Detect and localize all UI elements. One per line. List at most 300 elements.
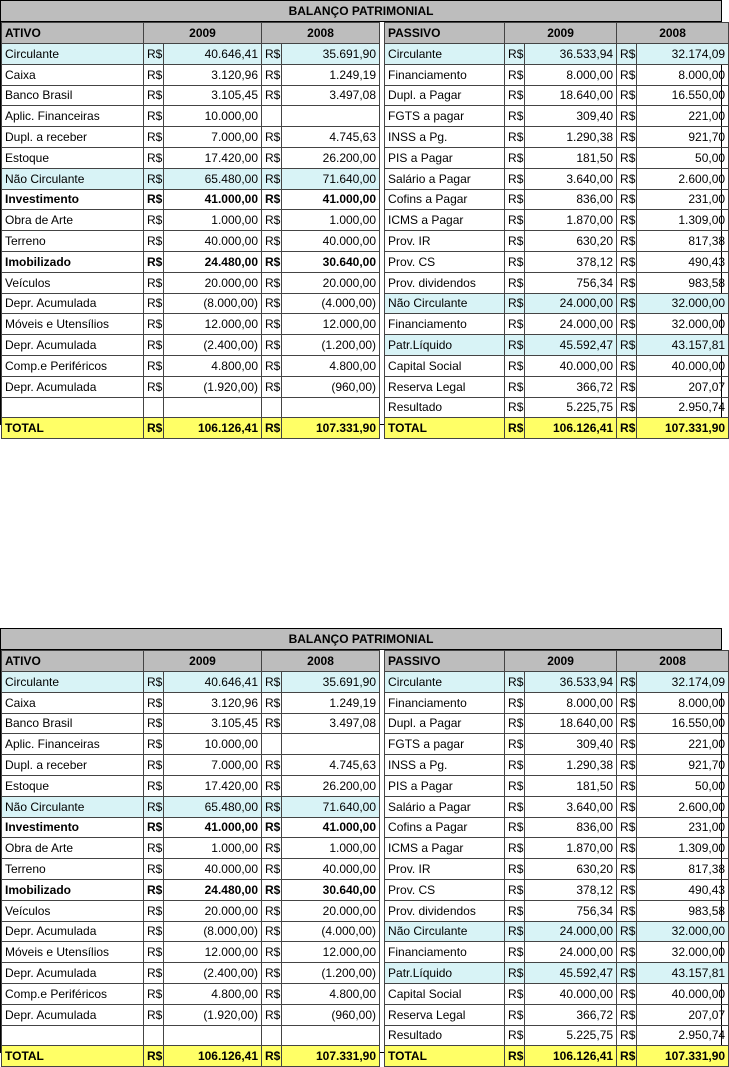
value-2009: 1.000,00 — [164, 838, 262, 859]
value-2009: 24.000,00 — [525, 921, 617, 942]
value-2009: 5.225,75 — [525, 1025, 617, 1046]
currency-symbol: R$ — [262, 147, 282, 168]
table-row — [385, 942, 729, 963]
value-2009: 3.640,00 — [525, 168, 617, 189]
value-2008: 2.950,74 — [637, 397, 729, 418]
table-row — [385, 293, 729, 314]
currency-symbol: R$ — [505, 314, 525, 335]
row-label: Prov. CS — [385, 879, 505, 900]
value-2009: 756,34 — [525, 272, 617, 293]
passivo-table — [384, 22, 729, 439]
row-label: Depr. Acumulada — [2, 1004, 144, 1025]
value-2008: 817,38 — [637, 231, 729, 252]
currency-symbol: R$ — [617, 692, 637, 713]
currency-symbol: R$ — [617, 775, 637, 796]
row-label: Depr. Acumulada — [2, 293, 144, 314]
passivo-header-row — [385, 651, 729, 672]
table-row — [385, 692, 729, 713]
value-2009: (2.400,00) — [164, 963, 262, 984]
table-row — [385, 734, 729, 755]
value-2009: 40.646,41 — [164, 44, 262, 65]
table-row — [2, 272, 380, 293]
currency-symbol: R$ — [617, 44, 637, 65]
table-row — [2, 775, 380, 796]
currency-symbol: R$ — [262, 692, 282, 713]
table-row — [385, 921, 729, 942]
year-2009-header: 2009 — [144, 23, 262, 44]
table-row — [2, 1004, 380, 1025]
value-2009: (2.400,00) — [164, 335, 262, 356]
currency-symbol: R$ — [505, 859, 525, 880]
value-2009: 20.000,00 — [164, 900, 262, 921]
value-2009: 36.533,94 — [525, 44, 617, 65]
balance-sheet-bottom — [0, 628, 726, 1064]
currency-symbol: R$ — [144, 314, 164, 335]
value-2008: 32.000,00 — [637, 942, 729, 963]
value-2009: (8.000,00) — [164, 921, 262, 942]
value-2009: 24.480,00 — [164, 251, 262, 272]
row-label: ICMS a Pagar — [385, 210, 505, 231]
currency-symbol: R$ — [144, 168, 164, 189]
value-2009: 7.000,00 — [164, 755, 262, 776]
currency-symbol: R$ — [262, 64, 282, 85]
value-2009: 40.000,00 — [164, 231, 262, 252]
row-label: Caixa — [2, 692, 144, 713]
value-2008: (960,00) — [282, 376, 380, 397]
row-label: Banco Brasil — [2, 713, 144, 734]
table-row — [2, 734, 380, 755]
currency-symbol: R$ — [505, 418, 525, 439]
currency-symbol: R$ — [144, 64, 164, 85]
row-label: FGTS a pagar — [385, 106, 505, 127]
table-row — [2, 1025, 380, 1046]
currency-symbol: R$ — [144, 963, 164, 984]
row-label: Obra de Arte — [2, 210, 144, 231]
value-2008: (1.200,00) — [282, 335, 380, 356]
table-row — [385, 106, 729, 127]
row-label: Aplic. Financeiras — [2, 734, 144, 755]
currency-symbol: R$ — [617, 817, 637, 838]
currency-symbol: R$ — [617, 314, 637, 335]
table-row — [385, 1025, 729, 1046]
row-label: Circulante — [385, 44, 505, 65]
value-2008: 12.000,00 — [282, 942, 380, 963]
table-row — [385, 272, 729, 293]
currency-symbol: R$ — [505, 127, 525, 148]
total-2008: 107.331,90 — [282, 418, 380, 439]
row-label: Comp.e Periféricos — [2, 355, 144, 376]
table-row — [385, 817, 729, 838]
table-row — [385, 796, 729, 817]
currency-symbol: R$ — [617, 189, 637, 210]
value-2008: 32.000,00 — [637, 314, 729, 335]
currency-symbol: R$ — [144, 672, 164, 693]
currency-symbol: R$ — [617, 147, 637, 168]
value-2009: (1.920,00) — [164, 1004, 262, 1025]
table-row — [2, 879, 380, 900]
row-label: Terreno — [2, 231, 144, 252]
currency-symbol: R$ — [617, 1004, 637, 1025]
value-2008: 32.000,00 — [637, 293, 729, 314]
ativo-table — [1, 650, 380, 1067]
currency-symbol: R$ — [617, 900, 637, 921]
empty-cell — [2, 397, 144, 418]
value-2009: (8.000,00) — [164, 293, 262, 314]
currency-symbol: R$ — [144, 983, 164, 1004]
value-2009: 836,00 — [525, 189, 617, 210]
total-label: TOTAL — [2, 418, 144, 439]
currency-symbol: R$ — [505, 775, 525, 796]
year-2009-header: 2009 — [505, 23, 617, 44]
currency-symbol: R$ — [262, 127, 282, 148]
row-label: Prov. IR — [385, 859, 505, 880]
currency-symbol: R$ — [262, 817, 282, 838]
total-2009: 106.126,41 — [525, 418, 617, 439]
row-label: Depr. Acumulada — [2, 376, 144, 397]
row-label: Dupl. a receber — [2, 127, 144, 148]
value-2008: 4.745,63 — [282, 127, 380, 148]
table-row — [2, 397, 380, 418]
row-label: Veículos — [2, 272, 144, 293]
empty-cell — [262, 397, 282, 418]
currency-symbol: R$ — [262, 355, 282, 376]
table-row — [385, 210, 729, 231]
total-2009: 106.126,41 — [525, 1046, 617, 1067]
table-row — [2, 106, 380, 127]
currency-symbol: R$ — [144, 376, 164, 397]
value-2009: 8.000,00 — [525, 692, 617, 713]
row-label: Resultado — [385, 1025, 505, 1046]
currency-symbol: R$ — [262, 168, 282, 189]
currency-symbol: R$ — [505, 1025, 525, 1046]
currency-symbol: R$ — [505, 817, 525, 838]
total-row — [385, 418, 729, 439]
value-2008: 817,38 — [637, 859, 729, 880]
table-row — [2, 713, 380, 734]
value-2008: 43.157,81 — [637, 335, 729, 356]
currency-symbol: R$ — [144, 775, 164, 796]
currency-symbol: R$ — [505, 692, 525, 713]
row-label: Dupl. a Pagar — [385, 713, 505, 734]
table-row — [2, 859, 380, 880]
ativo-header-row — [2, 651, 380, 672]
value-2009: 7.000,00 — [164, 127, 262, 148]
year-2008-header: 2008 — [262, 651, 380, 672]
balance-tables — [1, 650, 726, 1064]
currency-symbol: R$ — [262, 189, 282, 210]
total-2009: 106.126,41 — [164, 418, 262, 439]
value-2008: 3.497,08 — [282, 85, 380, 106]
row-label: Obra de Arte — [2, 838, 144, 859]
value-2009: 1.290,38 — [525, 755, 617, 776]
currency-symbol: R$ — [617, 1046, 637, 1067]
total-label: TOTAL — [385, 418, 505, 439]
value-2008: 921,70 — [637, 755, 729, 776]
ativo-body — [2, 672, 380, 1067]
value-2009: 18.640,00 — [525, 85, 617, 106]
value-2008: 16.550,00 — [637, 85, 729, 106]
value-2008: 41.000,00 — [282, 189, 380, 210]
sheet-title: BALANÇO PATRIMONIAL — [1, 629, 721, 650]
currency-symbol: R$ — [617, 397, 637, 418]
value-2008: 71.640,00 — [282, 796, 380, 817]
currency-symbol: R$ — [505, 963, 525, 984]
currency-symbol: R$ — [144, 147, 164, 168]
value-2008: 12.000,00 — [282, 314, 380, 335]
currency-symbol: R$ — [262, 963, 282, 984]
currency-symbol: R$ — [617, 168, 637, 189]
row-label: Banco Brasil — [2, 85, 144, 106]
currency-symbol: R$ — [617, 838, 637, 859]
table-row — [385, 859, 729, 880]
currency-symbol: R$ — [262, 231, 282, 252]
currency-symbol: R$ — [505, 251, 525, 272]
currency-symbol: R$ — [617, 713, 637, 734]
value-2009: 309,40 — [525, 106, 617, 127]
currency-symbol: R$ — [144, 189, 164, 210]
row-label: Imobilizado — [2, 251, 144, 272]
value-2008: 2.600,00 — [637, 796, 729, 817]
table-row — [385, 838, 729, 859]
row-label: Cofins a Pagar — [385, 817, 505, 838]
table-row — [385, 1004, 729, 1025]
value-2008: 32.174,09 — [637, 44, 729, 65]
table-row — [385, 775, 729, 796]
table-row — [385, 335, 729, 356]
currency-symbol: R$ — [505, 147, 525, 168]
value-2009: 181,50 — [525, 147, 617, 168]
value-2008: 50,00 — [637, 775, 729, 796]
value-2008: 2.600,00 — [637, 168, 729, 189]
row-label: Salário a Pagar — [385, 168, 505, 189]
currency-symbol: R$ — [505, 293, 525, 314]
currency-symbol: R$ — [262, 251, 282, 272]
currency-symbol: R$ — [144, 817, 164, 838]
table-row — [2, 147, 380, 168]
table-row — [385, 44, 729, 65]
currency-symbol: R$ — [262, 713, 282, 734]
currency-symbol: R$ — [505, 983, 525, 1004]
currency-symbol: R$ — [505, 672, 525, 693]
row-label: Salário a Pagar — [385, 796, 505, 817]
currency-symbol: R$ — [262, 1046, 282, 1067]
table-row — [2, 355, 380, 376]
currency-symbol: R$ — [505, 942, 525, 963]
value-2008: 71.640,00 — [282, 168, 380, 189]
currency-symbol: R$ — [144, 734, 164, 755]
currency-symbol: R$ — [505, 355, 525, 376]
passivo-header: PASSIVO — [385, 651, 505, 672]
value-2008: 4.745,63 — [282, 755, 380, 776]
sheet-title: BALANÇO PATRIMONIAL — [1, 1, 721, 22]
value-2008: 921,70 — [637, 127, 729, 148]
value-2009: 40.000,00 — [164, 859, 262, 880]
table-row — [2, 817, 380, 838]
value-2009: 5.225,75 — [525, 397, 617, 418]
value-2009: 366,72 — [525, 376, 617, 397]
value-2009: 3.105,45 — [164, 713, 262, 734]
row-label: Capital Social — [385, 355, 505, 376]
currency-symbol: R$ — [617, 106, 637, 127]
table-row — [385, 900, 729, 921]
table-row — [2, 672, 380, 693]
table-row — [2, 838, 380, 859]
value-2009: (1.920,00) — [164, 376, 262, 397]
currency-symbol: R$ — [505, 106, 525, 127]
empty-cell — [282, 106, 380, 127]
value-2009: 24.000,00 — [525, 942, 617, 963]
value-2009: 41.000,00 — [164, 817, 262, 838]
currency-symbol: R$ — [144, 231, 164, 252]
value-2008: 983,58 — [637, 272, 729, 293]
currency-symbol: R$ — [505, 210, 525, 231]
table-row — [385, 376, 729, 397]
currency-symbol: R$ — [262, 921, 282, 942]
currency-symbol: R$ — [144, 85, 164, 106]
value-2009: 4.800,00 — [164, 355, 262, 376]
table-row — [2, 921, 380, 942]
currency-symbol: R$ — [144, 210, 164, 231]
currency-symbol: R$ — [144, 44, 164, 65]
balance-sheet-top — [0, 0, 726, 436]
value-2008: 1.249,19 — [282, 692, 380, 713]
row-label: Circulante — [385, 672, 505, 693]
currency-symbol: R$ — [144, 1046, 164, 1067]
currency-symbol: R$ — [144, 755, 164, 776]
value-2009: 630,20 — [525, 859, 617, 880]
currency-symbol: R$ — [262, 775, 282, 796]
currency-symbol: R$ — [262, 859, 282, 880]
value-2008: 3.497,08 — [282, 713, 380, 734]
row-label: Aplic. Financeiras — [2, 106, 144, 127]
table-row — [2, 942, 380, 963]
value-2009: 12.000,00 — [164, 942, 262, 963]
table-row — [2, 85, 380, 106]
total-row — [385, 1046, 729, 1067]
row-label: Depr. Acumulada — [2, 921, 144, 942]
currency-symbol: R$ — [144, 838, 164, 859]
currency-symbol: R$ — [505, 376, 525, 397]
value-2009: 41.000,00 — [164, 189, 262, 210]
value-2009: 40.646,41 — [164, 672, 262, 693]
currency-symbol: R$ — [505, 168, 525, 189]
empty-cell — [164, 1025, 262, 1046]
currency-symbol: R$ — [262, 838, 282, 859]
row-label: Prov. IR — [385, 231, 505, 252]
value-2008: 30.640,00 — [282, 251, 380, 272]
table-row — [2, 210, 380, 231]
ativo-header: ATIVO — [2, 23, 144, 44]
row-label: Reserva Legal — [385, 376, 505, 397]
table-row — [2, 231, 380, 252]
currency-symbol: R$ — [144, 355, 164, 376]
value-2009: 10.000,00 — [164, 106, 262, 127]
table-row — [2, 900, 380, 921]
row-label: Móveis e Utensílios — [2, 314, 144, 335]
passivo-header: PASSIVO — [385, 23, 505, 44]
value-2009: 24.000,00 — [525, 293, 617, 314]
value-2009: 20.000,00 — [164, 272, 262, 293]
value-2008: 26.200,00 — [282, 775, 380, 796]
value-2009: 45.592,47 — [525, 335, 617, 356]
table-row — [2, 189, 380, 210]
currency-symbol: R$ — [617, 734, 637, 755]
empty-cell — [164, 397, 262, 418]
value-2009: 24.000,00 — [525, 314, 617, 335]
value-2009: 40.000,00 — [525, 983, 617, 1004]
value-2008: 490,43 — [637, 879, 729, 900]
passivo-body — [385, 672, 729, 1067]
table-row — [385, 879, 729, 900]
row-label: Prov. dividendos — [385, 900, 505, 921]
total-label: TOTAL — [385, 1046, 505, 1067]
value-2009: 65.480,00 — [164, 796, 262, 817]
table-row — [385, 231, 729, 252]
value-2009: 378,12 — [525, 879, 617, 900]
table-row — [2, 64, 380, 85]
currency-symbol: R$ — [505, 189, 525, 210]
currency-symbol: R$ — [617, 983, 637, 1004]
row-label: PIS a Pagar — [385, 775, 505, 796]
ativo-header: ATIVO — [2, 651, 144, 672]
year-2009-header: 2009 — [144, 651, 262, 672]
currency-symbol: R$ — [505, 64, 525, 85]
currency-symbol: R$ — [505, 397, 525, 418]
currency-symbol: R$ — [617, 85, 637, 106]
currency-symbol: R$ — [144, 796, 164, 817]
value-2009: 8.000,00 — [525, 64, 617, 85]
currency-symbol: R$ — [617, 376, 637, 397]
currency-symbol: R$ — [505, 900, 525, 921]
currency-symbol: R$ — [617, 963, 637, 984]
row-label: FGTS a pagar — [385, 734, 505, 755]
value-2008: 35.691,90 — [282, 672, 380, 693]
value-2008: 231,00 — [637, 817, 729, 838]
value-2009: 65.480,00 — [164, 168, 262, 189]
currency-symbol: R$ — [505, 231, 525, 252]
currency-symbol: R$ — [144, 106, 164, 127]
value-2009: 12.000,00 — [164, 314, 262, 335]
year-2008-header: 2008 — [617, 23, 729, 44]
row-label: Terreno — [2, 859, 144, 880]
value-2008: 35.691,90 — [282, 44, 380, 65]
currency-symbol: R$ — [262, 672, 282, 693]
row-label: Caixa — [2, 64, 144, 85]
row-label: Comp.e Periféricos — [2, 983, 144, 1004]
value-2009: 181,50 — [525, 775, 617, 796]
currency-symbol: R$ — [144, 942, 164, 963]
currency-symbol: R$ — [505, 838, 525, 859]
value-2009: 45.592,47 — [525, 963, 617, 984]
value-2008: 983,58 — [637, 900, 729, 921]
value-2008: 32.174,09 — [637, 672, 729, 693]
currency-symbol: R$ — [617, 272, 637, 293]
currency-symbol: R$ — [262, 272, 282, 293]
value-2008: 221,00 — [637, 734, 729, 755]
row-label: INSS a Pg. — [385, 755, 505, 776]
table-row — [385, 85, 729, 106]
currency-symbol: R$ — [262, 796, 282, 817]
value-2009: 17.420,00 — [164, 147, 262, 168]
currency-symbol: R$ — [262, 85, 282, 106]
table-row — [385, 147, 729, 168]
value-2008: 43.157,81 — [637, 963, 729, 984]
value-2009: 10.000,00 — [164, 734, 262, 755]
value-2009: 36.533,94 — [525, 672, 617, 693]
currency-symbol: R$ — [144, 879, 164, 900]
currency-symbol: R$ — [505, 1004, 525, 1025]
row-label: Dupl. a receber — [2, 755, 144, 776]
